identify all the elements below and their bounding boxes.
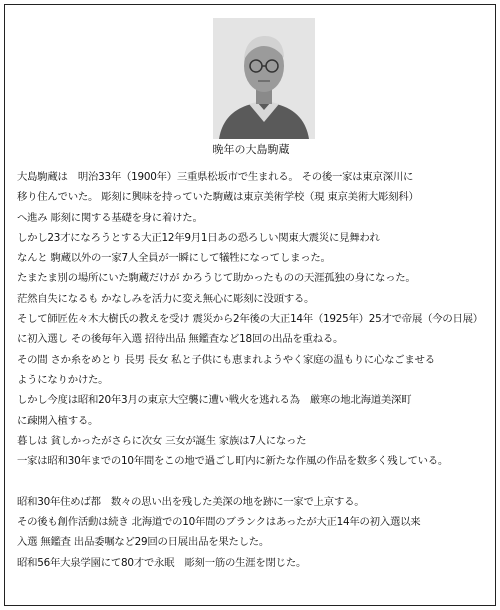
text-line: に初入選し その後毎年入選 招待出品 無鑑査など18回の出品を重ねる。 [17, 333, 344, 346]
text-line: 昭和30年住めば都 数々の思い出を残した美深の地を跡に一家で上京する。 [17, 495, 365, 508]
text-line: そして師匠佐々木大樹氏の教えを受け 震災から2年後の大正14年（1925年）25才で帝展（今の日展） [17, 313, 483, 326]
text-line: しかし23才になろうとする大正12年9月1日あの恐ろしい関東大震災に見舞われ [17, 231, 380, 244]
text-line: しかし今度は昭和20年3月の東京大空襲に遭い戦火を逃れる為 厳寒の地北海道美深町 [17, 394, 412, 407]
paragraph-gap [17, 471, 489, 491]
biography-text [17, 167, 489, 573]
text-line: 入選 無鑑査 出品委嘱など29回の日展出品を果たした。 [17, 536, 270, 549]
portrait-illustration [213, 18, 315, 139]
text-line: なんと 駒蔵以外の一家7人全員が一瞬にして犠牲になってしまった。 [17, 252, 331, 265]
portrait-caption: 晩年の大島駒蔵 [212, 143, 290, 156]
text-line: に疎開入植する。 [17, 414, 99, 427]
text-line: その後も創作活動は続き 北海道での10年間のブランクはあったが大正14年の初入選以来 [17, 516, 421, 529]
text-line: 昭和56年大泉学園にて80才で永眠 彫刻一筋の生涯を閉じた。 [17, 556, 307, 569]
text-line: 茫然自失になるも かなしみを活力に変え無心に彫刻に没頭する。 [17, 292, 315, 305]
text-line: 移り住んでいた。 彫刻に興味を持っていた駒蔵は東京美術学校（現 東京美術大彫刻科） [17, 191, 419, 204]
text-line: 大島駒蔵は 明治33年（1900年）三重県松坂市で生まれる。 その後一家は東京深川に [17, 171, 414, 183]
portrait-photo [213, 18, 315, 139]
text-line: へ進み 彫刻に関する基礎を身に着けた。 [17, 211, 203, 224]
text-line: 暮しは 貧しかったがさらに次女 三女が誕生 家族は7人になった [17, 434, 307, 447]
text-line: たまたま別の場所にいた駒蔵だけが かろうじて助かったものの天涯孤独の身になった。 [17, 272, 416, 285]
text-line: ようになりかけた。 [17, 373, 109, 386]
text-line: 一家は昭和30年までの10年間をこの地で過ごし町内に新たな作風の作品を数多く残している。 [17, 455, 449, 468]
text-line: その間 さか糸をめとり 長男 長女 私と子供にも恵まれようやく家庭の温もりに心なごませる [17, 353, 435, 366]
document-frame [4, 4, 496, 606]
